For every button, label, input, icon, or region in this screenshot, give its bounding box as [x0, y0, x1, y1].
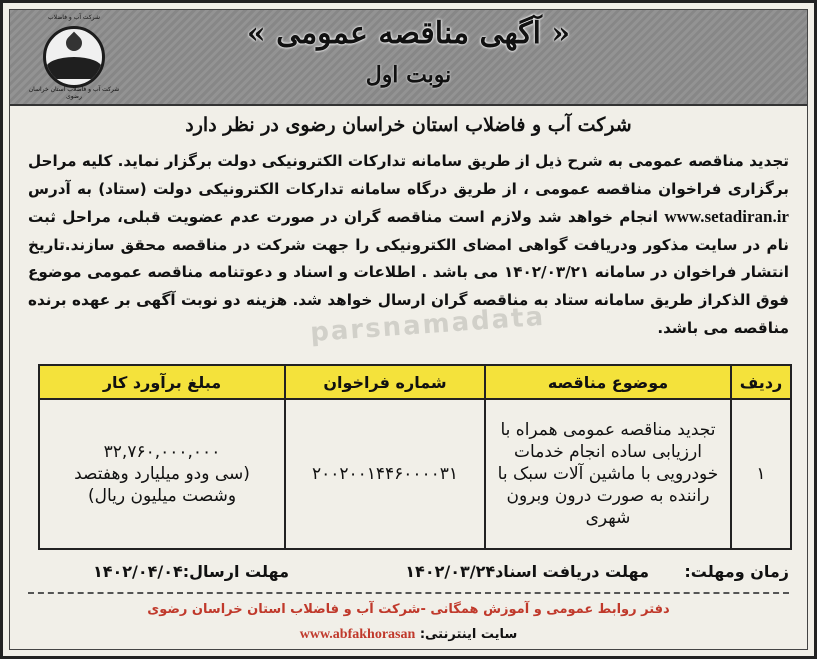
header-subject: موضوع مناقصه: [485, 365, 731, 399]
estimate-words: (سی ودو میلیارد وهفتصد وشصت میلیون ریال): [74, 464, 250, 506]
watermark: parsnamadata: [309, 301, 547, 349]
send-deadline: مهلت ارسال:۱۴۰۲/۰۴/۰۴: [92, 562, 289, 581]
website-link[interactable]: www.abfakhorasan: [299, 627, 416, 642]
company-logo: [28, 14, 120, 100]
body-part-2: انجام خواهد شد ولازم است مناقصه گران در صورت عدم عضویت قبلی، مراحل ثبت نام در سایت مذکور ودریافت گواهی امضای الکترونیکی را جهت شرکت در مناقصه محقق سازند.تاریخ انتشار فراخوان در سامانه ۱۴۰۲/۰۳/۲۱ می باشد . اطلاعات و اسناد و دعوتنامه مناقصه عمومی موضوع فوق الذکراز طریق سامانه ستاد به مناقصه گران ارسال خواهد شد. هزینه دو نوبت آگهی بر عهده برنده مناقصه می باشد.: [28, 208, 790, 337]
tender-table: [38, 364, 792, 550]
footer-office: دفتر روابط عمومی و آموزش همگانی -شرکت آب و فاضلاب استان خراسان رضوی: [147, 602, 670, 617]
header-call-number: شماره فراخوان: [285, 365, 485, 399]
logo-caption-top: شرکت آب و فاضلاب: [47, 14, 101, 21]
notice-title: « آگهی مناقصه عمومی »: [246, 16, 571, 51]
estimate-digits: ۳۲,۷۶۰,۰۰۰,۰۰۰: [103, 442, 221, 462]
divider: [28, 592, 789, 594]
row-call-number: ۲۰۰۲۰۰۱۴۴۶۰۰۰۰۳۱: [285, 399, 485, 549]
row-estimate: [39, 399, 285, 549]
table-row: [39, 399, 791, 549]
notice-subtitle: نوبت اول: [365, 62, 452, 88]
logo-caption-bottom: شرکت آب و فاضلاب استان خراسان رضوی: [28, 86, 120, 100]
company-line: شرکت آب و فاضلاب استان خراسان رضوی در نظر دارد: [185, 114, 632, 136]
header-estimate: مبلغ برآورد کار: [39, 365, 285, 399]
website-label: سایت اینترنتی:: [419, 627, 518, 642]
row-index: ۱: [731, 399, 791, 549]
deadline-label: زمان ومهلت:: [684, 562, 789, 581]
header-row-number: ردیف: [731, 365, 791, 399]
notice-frame: [9, 9, 808, 650]
body-part-1: تجدید مناقصه عمومی به شرح ذیل از طریق سامانه تدارکات الکترونیکی دولت برگزار نماید. کلیه مراحل برگزاری فراخوان مناقصه عمومی ، از طریق درگاه سامانه تدارکات الکترونیکی دولت (ستاد) به آدرس: [28, 152, 789, 198]
deadline-line: [28, 562, 789, 586]
water-drop-icon: [43, 26, 105, 88]
footer-website: [28, 627, 789, 643]
receive-deadline: مهلت دریافت اسناد۱۴۰۲/۰۳/۲۴: [405, 562, 649, 581]
header-band: [10, 10, 807, 106]
row-subject: تجدید مناقصه عمومی همراه با ارزیابی ساده انجام خدمات خودرویی با ماشین آلات سبک با راننده به صورت درون وبرون شهری: [485, 399, 731, 549]
table-header-row: [39, 365, 791, 399]
setad-url: www.setadiran.ir: [664, 207, 789, 227]
